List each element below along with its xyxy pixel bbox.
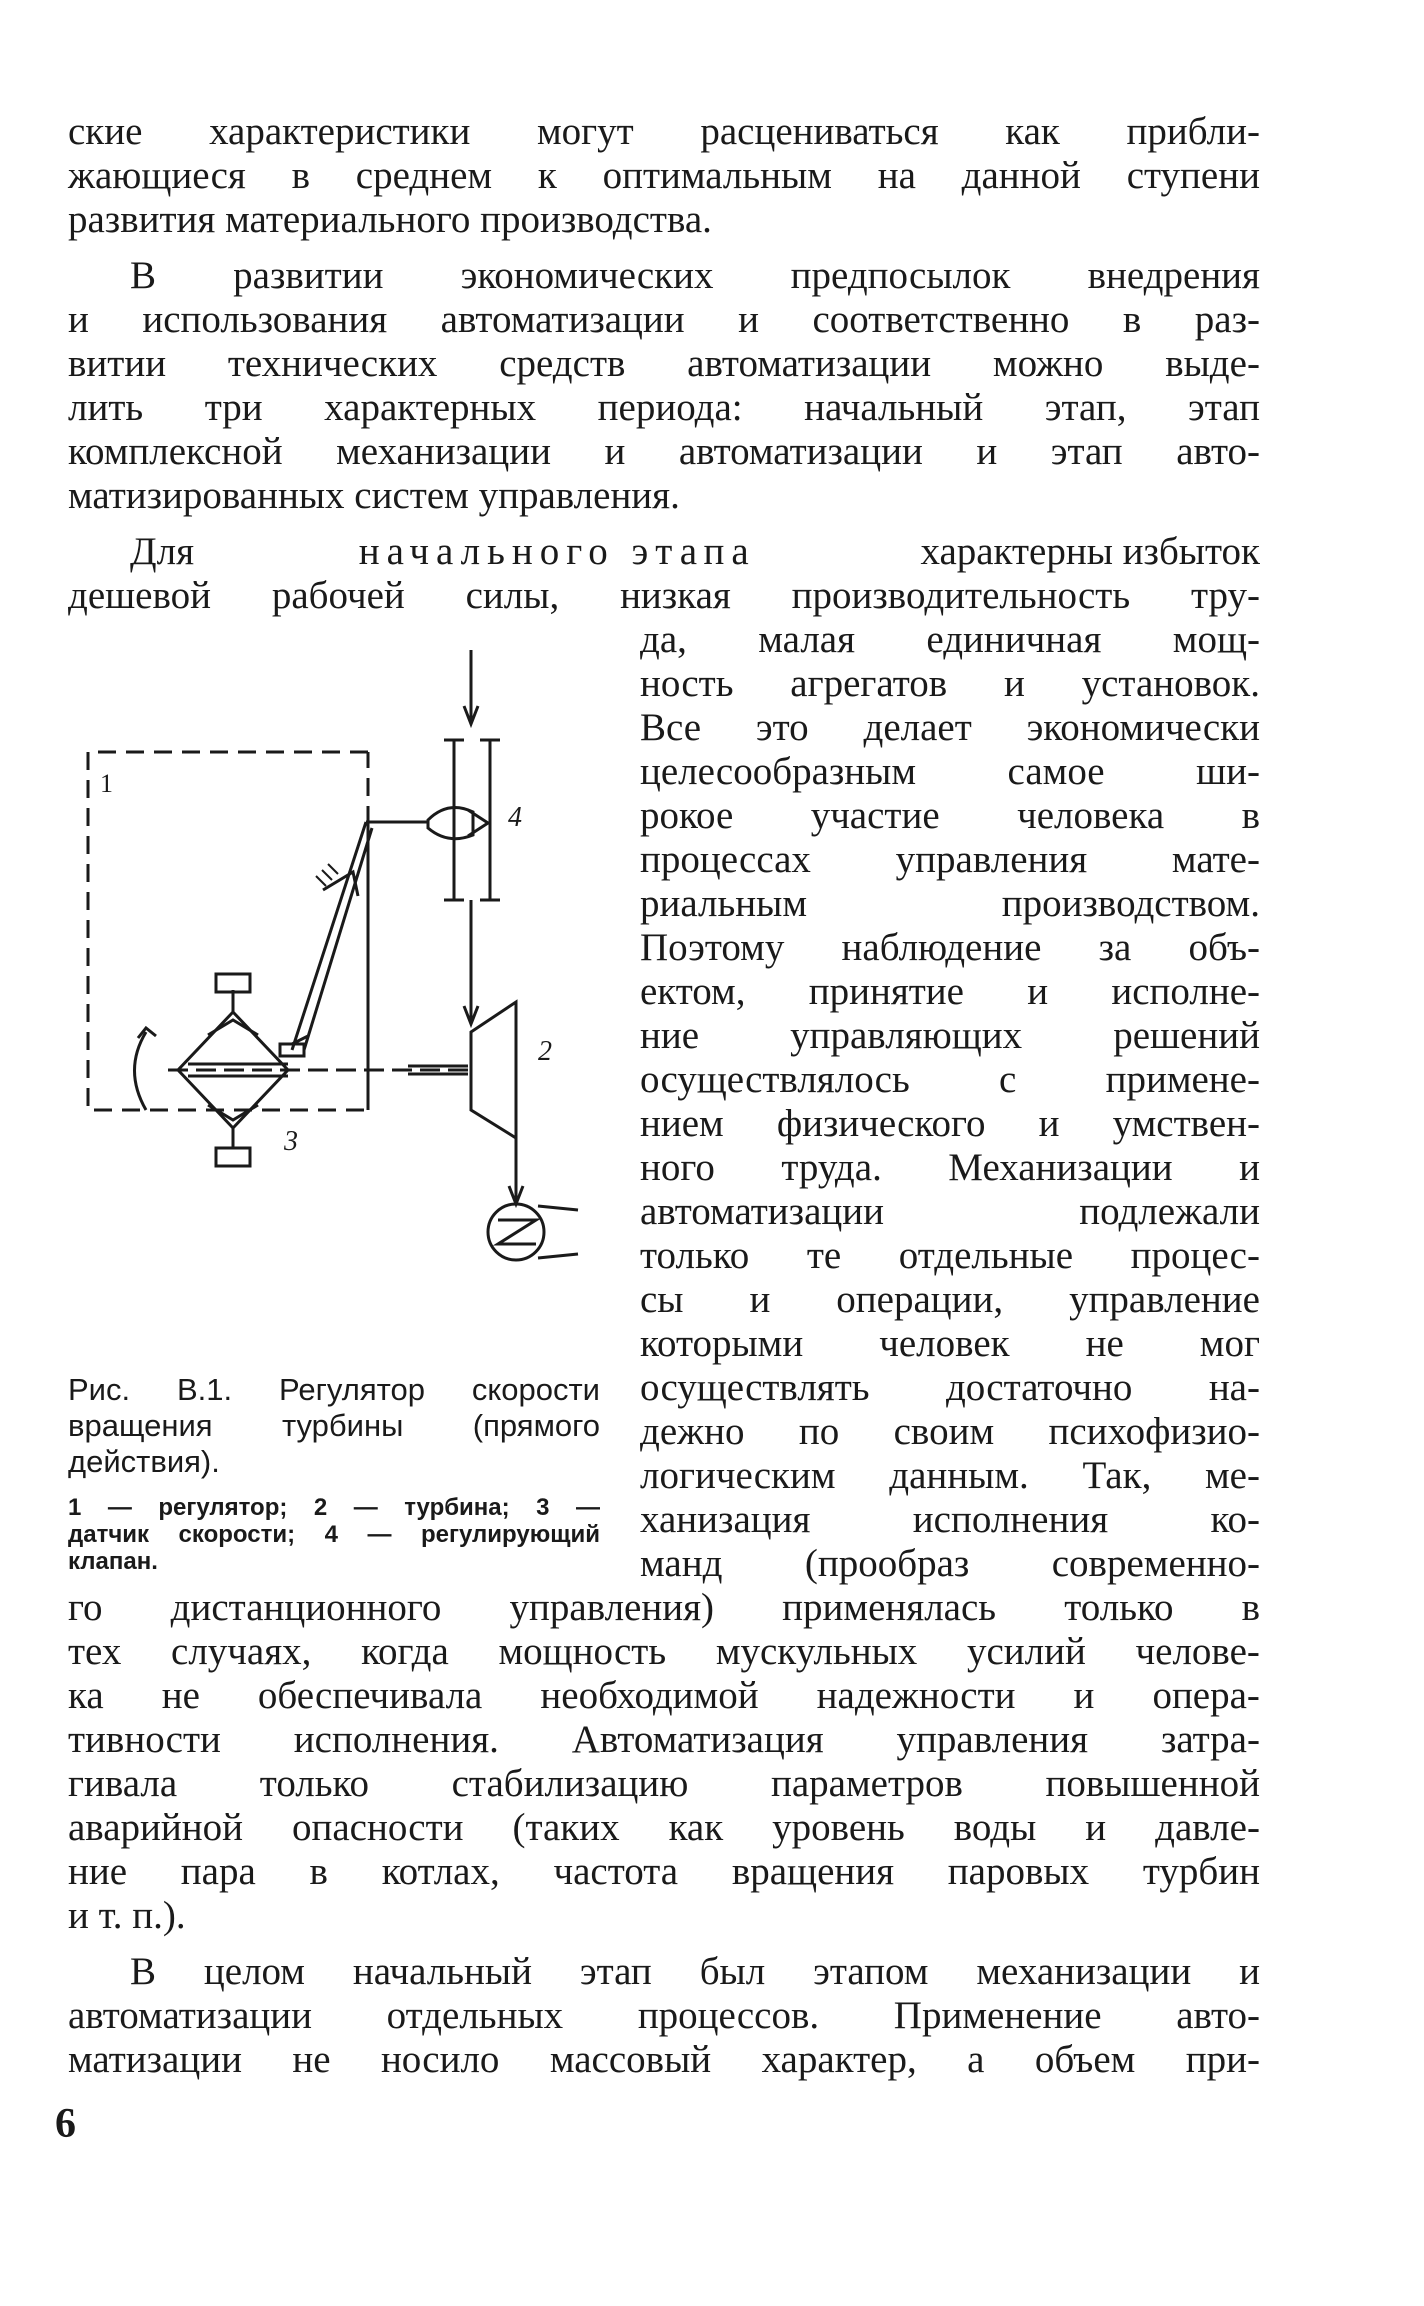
text-word: массовый xyxy=(549,2038,712,2081)
text-word: рабочей xyxy=(271,574,405,617)
pivot-hatch xyxy=(328,864,338,874)
text-word: и xyxy=(738,298,760,341)
text-word: автоматизации xyxy=(687,342,932,385)
text-word: а xyxy=(967,2038,985,2081)
regulator-boundary xyxy=(88,752,368,1110)
text-word: управление xyxy=(1069,1278,1260,1321)
text-word: В xyxy=(130,254,157,297)
text-word: автоматизации xyxy=(640,1190,884,1233)
text-word: обеспечивала xyxy=(257,1674,483,1717)
text-word: исполнения. xyxy=(293,1718,499,1761)
text-word: Автоматизация xyxy=(571,1718,824,1761)
text-word: регулирующий xyxy=(420,1521,600,1548)
text-word: автоматизации xyxy=(678,430,923,473)
text-word: гивала xyxy=(68,1762,178,1805)
text-word: ступени xyxy=(1126,154,1260,197)
text-word: Так, xyxy=(1082,1454,1152,1497)
text-word: исполнения xyxy=(912,1498,1109,1541)
condenser-out-line xyxy=(538,1254,578,1258)
text-word: авто- xyxy=(1176,1994,1260,2037)
text-line xyxy=(640,838,1260,882)
text-word: по xyxy=(798,1410,840,1453)
text-line xyxy=(68,1718,1260,1762)
text-word: это xyxy=(755,706,809,749)
text-word: этап xyxy=(1050,430,1123,473)
text-word: вращения xyxy=(731,1850,895,1893)
text-word: как xyxy=(1005,110,1060,153)
text-word: процес- xyxy=(1130,1234,1260,1277)
text-word: только xyxy=(259,1762,370,1805)
text-word: дешевой xyxy=(68,574,212,617)
text-word: механизации xyxy=(336,430,551,473)
text-line xyxy=(640,1190,1260,1234)
text-word: труда. xyxy=(781,1146,882,1189)
text-word: челове- xyxy=(1135,1630,1260,1673)
text-line xyxy=(640,750,1260,794)
text-word: данным. xyxy=(889,1454,1029,1497)
text-word: расцениваться xyxy=(700,110,939,153)
emphasized-text: начального этапа xyxy=(358,530,756,573)
text-word: использования xyxy=(142,298,388,341)
text-word: и xyxy=(1239,1950,1260,1993)
text-word: Применение xyxy=(893,1994,1102,2037)
text-word: манд xyxy=(640,1542,723,1585)
text-word: в xyxy=(1241,1586,1260,1629)
text-word: ние xyxy=(68,1850,128,1893)
text-word: витии xyxy=(68,342,167,385)
text-word: ка xyxy=(68,1674,104,1717)
text-word: участие xyxy=(810,794,940,837)
text-word: Механизации xyxy=(948,1146,1173,1189)
text-word: агрегатов xyxy=(790,662,948,705)
text-word: человека xyxy=(1017,794,1165,837)
text-line xyxy=(68,110,1260,154)
text-word: управляющих xyxy=(790,1014,1023,1057)
rotation-arrow xyxy=(135,1032,147,1110)
text-word: можно xyxy=(992,342,1104,385)
text-word: управления xyxy=(895,838,1088,881)
figure-legend-line: клапан. xyxy=(68,1548,158,1575)
text-line xyxy=(68,1994,1260,2038)
governor-spring-upper xyxy=(208,1020,258,1035)
text-line xyxy=(640,1410,1260,1454)
text-word: носило xyxy=(380,2038,500,2081)
text-word: этапом xyxy=(813,1950,929,1993)
text-word: датчик xyxy=(68,1521,150,1548)
text-word: процессах xyxy=(640,838,811,881)
page-number: 6 xyxy=(55,2101,76,2147)
text-word: три xyxy=(204,386,263,429)
text-line xyxy=(68,1586,1260,1630)
text-line xyxy=(130,1950,1260,1994)
text-word: и xyxy=(976,430,998,473)
text-word: исполне- xyxy=(1111,970,1260,1013)
text-word: турбины xyxy=(281,1408,404,1443)
text-word: отдельные xyxy=(898,1234,1074,1277)
text-line xyxy=(68,1630,1260,1674)
text-word: автоматизации xyxy=(440,298,685,341)
governor-spring-lower xyxy=(208,1105,258,1120)
text-word: человек xyxy=(879,1322,1010,1365)
text-line xyxy=(640,1278,1260,1322)
text-line xyxy=(640,926,1260,970)
text-word: воды xyxy=(953,1806,1037,1849)
text-word: скорости xyxy=(471,1372,600,1407)
text-word: развитии xyxy=(233,254,384,297)
flyweight-top xyxy=(216,974,250,992)
text-word: применялась xyxy=(782,1586,997,1629)
text-line xyxy=(640,1366,1260,1410)
text-line xyxy=(130,254,1260,298)
text-line: развития материального производства. xyxy=(68,198,712,241)
label-speed-sensor: 3 xyxy=(284,1126,298,1157)
text-word: психофизио- xyxy=(1048,1410,1260,1453)
text-word: авто- xyxy=(1176,430,1260,473)
text-word: осуществлялось xyxy=(640,1058,910,1101)
text-word: соответственно xyxy=(812,298,1070,341)
text-word: процессов. xyxy=(637,1994,820,2037)
figure-legend-line xyxy=(68,1494,600,1521)
text-line xyxy=(640,1322,1260,1366)
text-word: только xyxy=(1064,1586,1174,1629)
text-word: периода: xyxy=(597,386,743,429)
text-word: на- xyxy=(1208,1366,1260,1409)
text-word: 3 xyxy=(536,1494,550,1521)
text-word: сы xyxy=(640,1278,684,1321)
text-line: матизированных систем управления. xyxy=(68,474,680,517)
valve-body xyxy=(428,808,473,839)
text-line xyxy=(640,1146,1260,1190)
text-line xyxy=(68,154,1260,198)
text-line xyxy=(68,1674,1260,1718)
text-word: опера- xyxy=(1152,1674,1260,1717)
text-word: своим xyxy=(893,1410,995,1453)
text-word: и xyxy=(1073,1674,1095,1717)
text-word: подлежали xyxy=(1079,1190,1260,1233)
text-word: тивности xyxy=(68,1718,221,1761)
text-word: за xyxy=(1098,926,1132,969)
text-word: случаях, xyxy=(171,1630,312,1673)
text-line xyxy=(68,1762,1260,1806)
text-word: (таких xyxy=(512,1806,620,1849)
text-word: мате- xyxy=(1171,838,1260,881)
text-word: комплексной xyxy=(68,430,283,473)
text-line xyxy=(68,342,1260,386)
text-word: логическим xyxy=(640,1454,836,1497)
text-line xyxy=(68,2038,1260,2082)
text-word: 4 xyxy=(324,1521,338,1548)
text-word: опасности xyxy=(291,1806,464,1849)
text-word: в xyxy=(1122,298,1142,341)
text-word: малая xyxy=(758,618,856,661)
text-line xyxy=(68,1850,1260,1894)
text-word: и xyxy=(1239,1146,1260,1189)
text-line xyxy=(640,1454,1260,1498)
text-word: Все xyxy=(640,706,702,749)
text-word: могут xyxy=(536,110,634,153)
text-line xyxy=(68,574,1260,618)
text-word: предпосылок xyxy=(790,254,1011,297)
text-word: среднем xyxy=(355,154,493,197)
text-word: начальный xyxy=(352,1950,532,1993)
text-line xyxy=(640,706,1260,750)
text-word: ко- xyxy=(1210,1498,1260,1541)
text-word: тех xyxy=(68,1630,122,1673)
turbine-body xyxy=(471,1002,516,1138)
text-word: ские xyxy=(68,110,143,153)
text-line xyxy=(640,1102,1260,1146)
text-word: риальным xyxy=(640,882,808,925)
text-word: производительность xyxy=(791,574,1131,617)
text-word: повышенной xyxy=(1045,1762,1260,1805)
text-word: управления xyxy=(896,1718,1089,1761)
text-word: 2 xyxy=(313,1494,328,1521)
text-word: как xyxy=(668,1806,724,1849)
condenser-in-line xyxy=(538,1206,578,1210)
text-word: управления) xyxy=(509,1586,715,1629)
text-word: средств xyxy=(499,342,626,385)
text-word: выде- xyxy=(1165,342,1260,385)
text-word: жающиеся xyxy=(68,154,246,197)
text-word: данной xyxy=(961,154,1081,197)
text-word: ме- xyxy=(1205,1454,1260,1497)
text-word: параметров xyxy=(771,1762,963,1805)
text-word: те xyxy=(806,1234,842,1277)
figure-caption-line xyxy=(68,1408,600,1444)
text-word: В xyxy=(130,1950,157,1993)
text-word: на xyxy=(877,154,916,197)
text-word: установок. xyxy=(1081,662,1260,705)
text-word: Рис. xyxy=(68,1372,131,1407)
text-word: принятие xyxy=(808,970,964,1013)
text-word: мог xyxy=(1199,1322,1260,1365)
text-word: объ- xyxy=(1188,926,1260,969)
text-word: в xyxy=(309,1850,328,1893)
text-word: производством. xyxy=(1001,882,1260,925)
text-word: — xyxy=(107,1494,132,1521)
text-word: физического xyxy=(776,1102,986,1145)
text-word: низкая xyxy=(620,574,731,617)
text-word: умствен- xyxy=(1112,1102,1260,1145)
text-word: Для xyxy=(130,530,195,573)
text-word: лить xyxy=(68,386,144,429)
text-word: тру- xyxy=(1190,574,1260,617)
text-word: паровых xyxy=(947,1850,1090,1893)
text-word: этап xyxy=(1188,386,1260,429)
text-word: дежно xyxy=(640,1410,745,1453)
text-line xyxy=(640,1234,1260,1278)
text-line xyxy=(640,1542,1260,1586)
text-word: и xyxy=(604,430,626,473)
text-word: был xyxy=(699,1950,766,1993)
text-word: силы, xyxy=(465,574,560,617)
text-word: не xyxy=(1085,1322,1124,1365)
text-word: единичная xyxy=(926,618,1102,661)
text-line xyxy=(640,970,1260,1014)
text-word: не xyxy=(292,2038,331,2081)
text-word: и xyxy=(1038,1102,1060,1145)
figure-caption-line: действия). xyxy=(68,1444,220,1479)
text-word: прибли- xyxy=(1126,110,1260,153)
text-word: затра- xyxy=(1160,1718,1260,1761)
text-word: технических xyxy=(227,342,438,385)
text-word: надежности xyxy=(816,1674,1016,1717)
text-line xyxy=(640,794,1260,838)
text-word: примене- xyxy=(1105,1058,1260,1101)
text-word: — xyxy=(367,1521,392,1548)
text-word: этап xyxy=(579,1950,652,1993)
text-word: вращения xyxy=(68,1408,213,1443)
text-line xyxy=(68,298,1260,342)
text-word: ханизация xyxy=(640,1498,811,1541)
text-word: и xyxy=(1085,1806,1107,1849)
label-turbine: 2 xyxy=(538,1036,552,1067)
text-word: начальный xyxy=(804,386,984,429)
text-word: целесообразным xyxy=(640,750,917,793)
text-word: которыми xyxy=(640,1322,804,1365)
text-word: усилий xyxy=(966,1630,1086,1673)
text-word: ши- xyxy=(1196,750,1260,793)
text-word: мощность xyxy=(498,1630,667,1673)
text-word: скорости; xyxy=(178,1521,296,1548)
text-line xyxy=(640,882,1260,926)
text-word: турбина; xyxy=(404,1494,510,1521)
text-word: достаточно xyxy=(945,1366,1133,1409)
text-word: (прямого xyxy=(472,1408,600,1443)
text-line xyxy=(68,430,1260,474)
text-word: матизации xyxy=(68,2038,242,2081)
text-word: механизации xyxy=(976,1950,1192,1993)
text-word: Регулятор xyxy=(279,1372,425,1407)
text-word: характерных xyxy=(324,386,537,429)
condenser-coil xyxy=(498,1220,536,1244)
figure-speed-regulator-diagram xyxy=(68,640,628,1360)
lever-arm xyxy=(292,822,366,1050)
text-word: современно- xyxy=(1051,1542,1260,1585)
text-line: и т. п.). xyxy=(68,1894,186,1937)
text-word: с xyxy=(999,1058,1017,1101)
text-word: ние xyxy=(640,1014,700,1057)
text-word: автоматизации xyxy=(68,1994,312,2037)
text-word: самое xyxy=(1007,750,1105,793)
text-word: осуществлять xyxy=(640,1366,870,1409)
text-word: (прообраз xyxy=(804,1542,970,1585)
text-word: — xyxy=(353,1494,378,1521)
text-line xyxy=(640,1014,1260,1058)
text-word: дистанционного xyxy=(170,1586,442,1629)
text-word: 1 xyxy=(68,1494,82,1521)
text-word: отдельных xyxy=(386,1994,564,2037)
text-word: этап, xyxy=(1044,386,1127,429)
text-word: раз- xyxy=(1194,298,1260,341)
text-word: пара xyxy=(180,1850,256,1893)
text-word: и xyxy=(749,1278,771,1321)
text-word: турбин xyxy=(1142,1850,1260,1893)
text-word: да, xyxy=(640,618,687,661)
text-word: стабилизацию xyxy=(451,1762,689,1805)
text-word: ектом, xyxy=(640,970,746,1013)
text-word: уровень xyxy=(772,1806,905,1849)
text-word: операции, xyxy=(836,1278,1004,1321)
text-word: частота xyxy=(553,1850,679,1893)
text-word: ного xyxy=(640,1146,715,1189)
text-word: характер, xyxy=(761,2038,917,2081)
text-word: давле- xyxy=(1155,1806,1260,1849)
text-word: котлах, xyxy=(381,1850,500,1893)
text-word: рокое xyxy=(640,794,734,837)
text-word: в xyxy=(291,154,311,197)
text-word: — xyxy=(575,1494,600,1521)
label-regulator: 1 xyxy=(100,769,113,798)
pivot-hatch xyxy=(322,870,332,880)
text-word: ность xyxy=(640,662,734,705)
text-word: внедрения xyxy=(1087,254,1260,297)
text-line xyxy=(640,662,1260,706)
text-line-spaced xyxy=(130,530,1260,574)
text-word: объем xyxy=(1034,2038,1136,2081)
label-control-valve: 4 xyxy=(508,802,522,833)
text-word: оптимальным xyxy=(602,154,832,197)
text-line xyxy=(68,386,1260,430)
text-word: делает xyxy=(863,706,972,749)
text-word: к xyxy=(537,154,557,197)
text-word: Поэтому xyxy=(640,926,785,969)
text-word: регулятор; xyxy=(158,1494,288,1521)
text-word: нием xyxy=(640,1102,724,1145)
text-word: только xyxy=(640,1234,750,1277)
text-word: не xyxy=(161,1674,200,1717)
flyweight-bottom xyxy=(216,1148,250,1166)
figure-legend-line xyxy=(68,1521,600,1548)
text-word: в xyxy=(1241,794,1260,837)
text-word: и xyxy=(1027,970,1049,1013)
text-word: при- xyxy=(1185,2038,1260,2081)
text-word: мускульных xyxy=(715,1630,918,1673)
text-word: экономически xyxy=(1026,706,1260,749)
text-line xyxy=(68,1806,1260,1850)
text-word: го xyxy=(68,1586,103,1629)
text-word: В.1. xyxy=(177,1372,233,1407)
text-word: наблюдение xyxy=(841,926,1042,969)
text-word: целом xyxy=(203,1950,305,1993)
lever-arm-edge xyxy=(304,828,372,1050)
text-word: решений xyxy=(1113,1014,1260,1057)
text-line xyxy=(640,618,1260,662)
text-word: когда xyxy=(361,1630,449,1673)
figure-caption-line xyxy=(68,1372,600,1408)
text-word: и xyxy=(68,298,89,341)
text-word: мощ- xyxy=(1172,618,1260,661)
text-line xyxy=(640,1058,1260,1102)
text-word: характерны избыток xyxy=(920,530,1260,573)
text-word: экономических xyxy=(460,254,714,297)
text-word: характеристики xyxy=(209,110,471,153)
valve-seat xyxy=(468,810,488,836)
text-word: необходимой xyxy=(540,1674,759,1717)
text-word: и xyxy=(1003,662,1025,705)
pivot-hatch xyxy=(316,876,326,886)
text-line xyxy=(640,1498,1260,1542)
text-word: аварийной xyxy=(68,1806,244,1849)
